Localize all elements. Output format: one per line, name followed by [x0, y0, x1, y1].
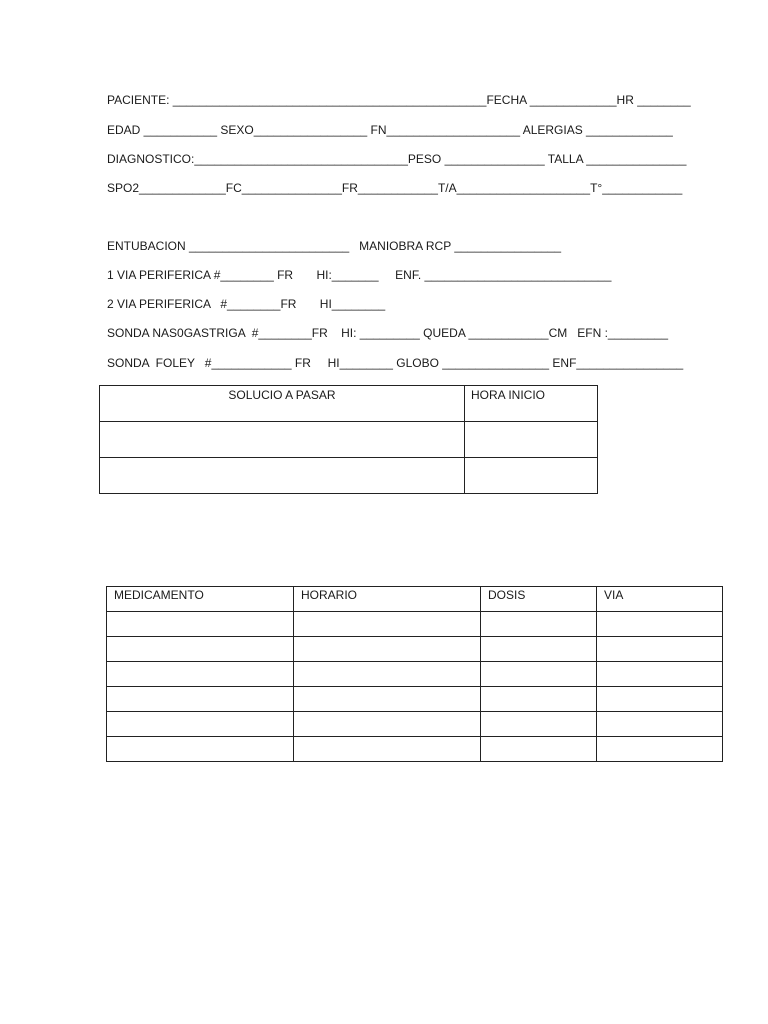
- foley-line: SONDA FOLEY #____________ FR HI________ GLOBO ________________ ENF________________: [107, 356, 684, 370]
- table-cell[interactable]: [597, 637, 723, 662]
- table-header-row: [107, 587, 723, 612]
- iv-line-2: 2 VIA PERIFERICA #________FR HI________: [107, 297, 386, 311]
- table-cell[interactable]: [481, 637, 597, 662]
- table-cell[interactable]: [481, 687, 597, 712]
- table-cell[interactable]: [107, 687, 294, 712]
- header-start-time: HORA INICIO: [471, 388, 546, 402]
- table-row: [107, 662, 723, 687]
- iv-line-1: 1 VIA PERIFERICA #________ FR HI:_______ ENF. ____________________________: [107, 268, 612, 282]
- intubation-line: ENTUBACION ________________________ MANIOBRA RCP ________________: [107, 239, 562, 253]
- solution-table: [99, 385, 598, 494]
- table-cell[interactable]: [107, 737, 294, 762]
- header-cell: [597, 587, 723, 612]
- table-row: [107, 612, 723, 637]
- table-cell[interactable]: [481, 612, 597, 637]
- table-cell[interactable]: [294, 637, 481, 662]
- header-cell: [481, 587, 597, 612]
- table-cell[interactable]: [100, 458, 465, 494]
- table-cell[interactable]: [100, 422, 465, 458]
- table-cell[interactable]: [465, 422, 598, 458]
- table-cell[interactable]: [294, 737, 481, 762]
- table-cell[interactable]: [107, 612, 294, 637]
- table-row: [100, 422, 598, 458]
- age-sex-line: EDAD ___________ SEXO_________________ FN____________________ ALERGIAS _____________: [107, 123, 673, 137]
- table-row: [107, 712, 723, 737]
- table-cell[interactable]: [481, 662, 597, 687]
- medication-table: [106, 586, 723, 762]
- table-cell[interactable]: [597, 662, 723, 687]
- table-cell[interactable]: [481, 712, 597, 737]
- vitals-line: SPO2_____________FC_______________FR____________T/A____________________T°____________: [107, 181, 683, 195]
- table-row: [100, 458, 598, 494]
- table-cell[interactable]: [465, 458, 598, 494]
- header-schedule: HORARIO: [301, 588, 358, 602]
- table-cell[interactable]: [107, 662, 294, 687]
- table-cell[interactable]: [597, 737, 723, 762]
- diagnosis-line: DIAGNOSTICO:________________________________PESO _______________ TALLA _______________: [107, 152, 687, 166]
- table-row: [107, 737, 723, 762]
- table-row: [107, 637, 723, 662]
- header-cell: [294, 587, 481, 612]
- table-cell[interactable]: [294, 687, 481, 712]
- table-cell[interactable]: [107, 712, 294, 737]
- header-medication: MEDICAMENTO: [114, 588, 204, 602]
- header-solution: SOLUCIO A PASAR: [228, 388, 336, 402]
- table-cell[interactable]: [597, 712, 723, 737]
- header-cell: [465, 386, 598, 422]
- patient-line: PACIENTE: _______________________________________________FECHA _____________HR ________: [107, 93, 691, 107]
- header-route: VIA: [604, 588, 624, 602]
- table-cell[interactable]: [597, 687, 723, 712]
- header-dose: DOSIS: [488, 588, 526, 602]
- table-cell[interactable]: [294, 712, 481, 737]
- header-cell: [107, 587, 294, 612]
- header-cell: [100, 386, 465, 422]
- table-header-row: [100, 386, 598, 422]
- table-cell[interactable]: [597, 612, 723, 637]
- table-cell[interactable]: [294, 662, 481, 687]
- table-cell[interactable]: [294, 612, 481, 637]
- table-cell[interactable]: [481, 737, 597, 762]
- ng-tube-line: SONDA NAS0GASTRIGA #________FR HI: _________ QUEDA ____________CM EFN :_________: [107, 326, 668, 340]
- table-row: [107, 687, 723, 712]
- table-cell[interactable]: [107, 637, 294, 662]
